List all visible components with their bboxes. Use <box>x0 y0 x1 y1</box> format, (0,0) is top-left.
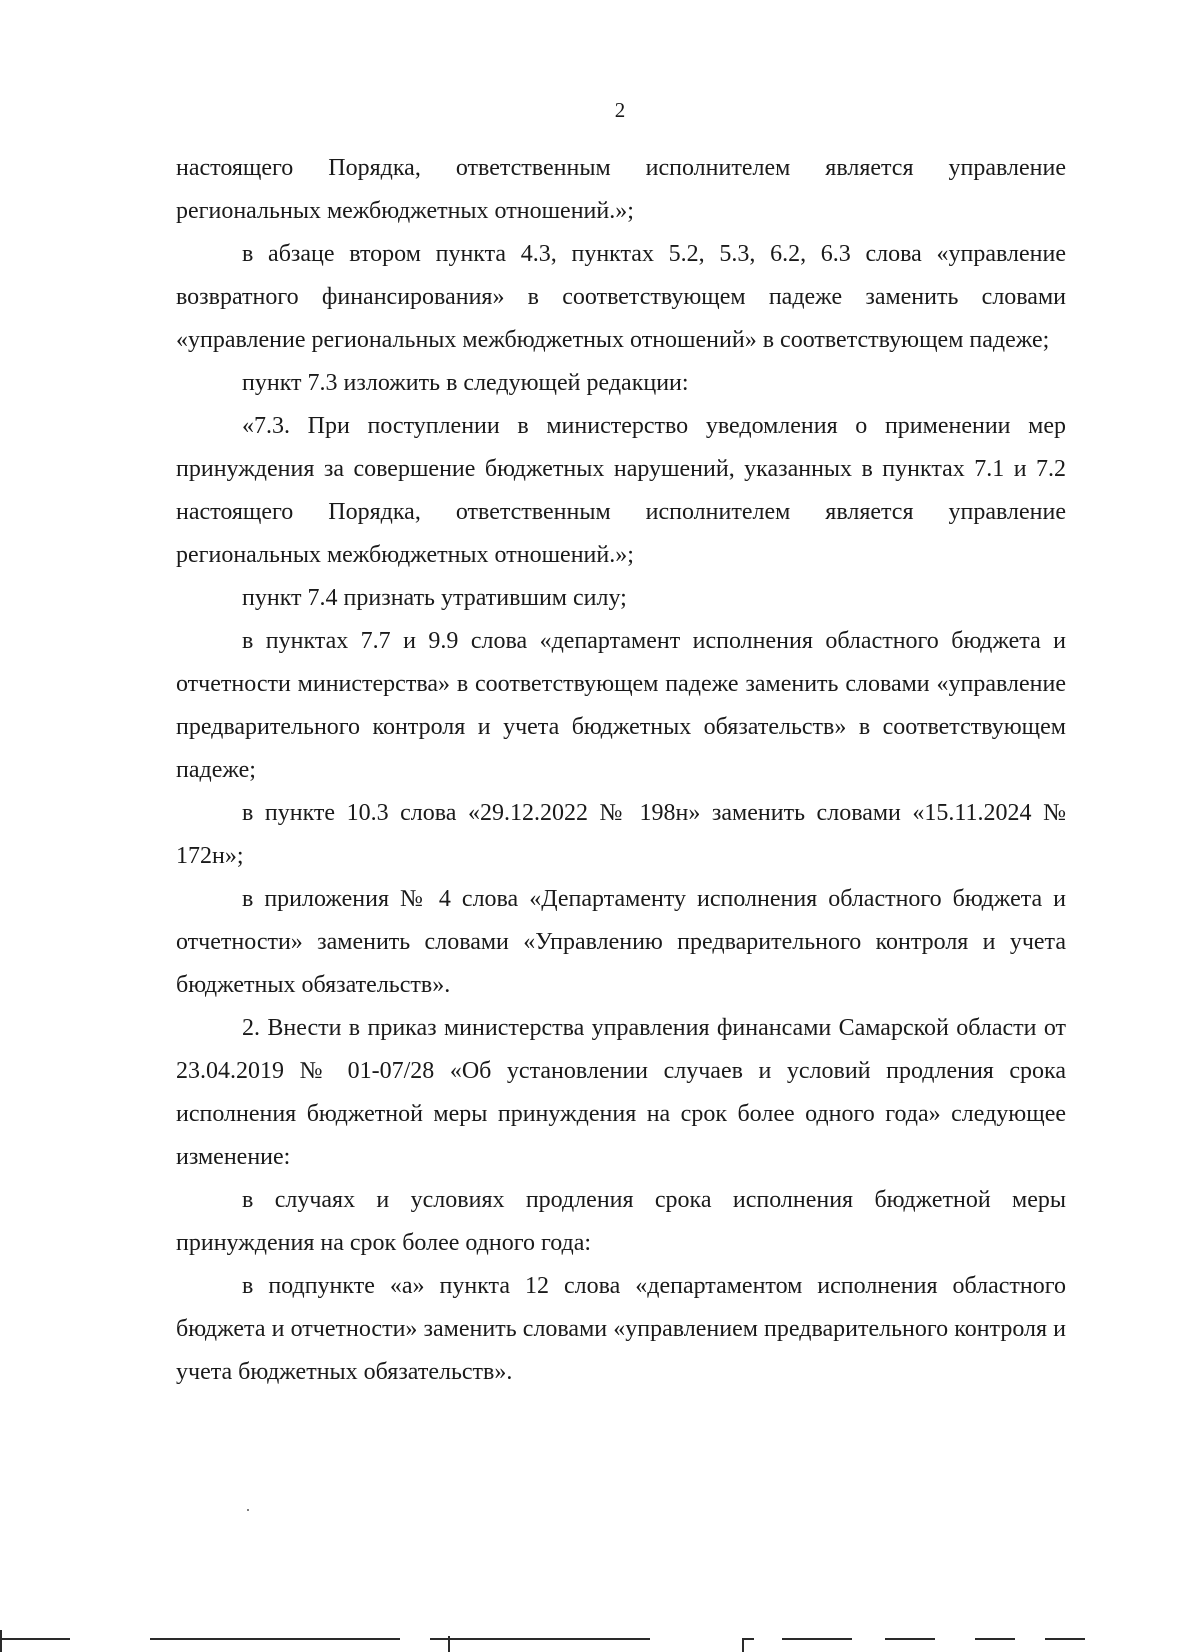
paragraph-item-7-4: пункт 7.4 признать утратившим силу; <box>242 585 627 611</box>
paragraph-section-2: 2. Внести в приказ министерства управления финансами Самарской области от 23.04.2019 № 01-07/28 «Об установлении случаев и условий продления срока исполнения бюджетной меры принуждения на срок более одного года» следующее изменение: <box>176 1015 1066 1170</box>
paragraph-amendment-4-3: в абзаце втором пункта 4.3, пунктах 5.2, 5.3, 6.2, 6.3 слова «управление возвратного финансирования» в соответствующем падеже заменить словами «управление региональных межбюджетных отношений» в соответствующем падеже; <box>176 241 1066 353</box>
scan-edge-line <box>885 1638 935 1640</box>
scan-edge-tick <box>0 1630 2 1652</box>
scan-edge-tick <box>742 1638 744 1652</box>
paragraph-continuation: настоящего Порядка, ответственным исполнителем является управление региональных межбюджетных отношений.»; <box>176 155 1066 224</box>
scan-edge-line <box>975 1638 1015 1640</box>
paragraph-item-7-3-intro: пункт 7.3 изложить в следующей редакции: <box>242 370 689 396</box>
scan-speck <box>247 1509 249 1511</box>
paragraph-appendix-4: в приложения № 4 слова «Департаменту исполнения областного бюджета и отчетности» заменить словами «Управлению предварительного контроля и учета бюджетных обязательств». <box>176 886 1066 998</box>
paragraph-item-7-3-text: «7.3. При поступлении в министерство уведомления о применении мер принуждения за совершение бюджетных нарушений, указанных в пунктах 7.1 и 7.2 настоящего Порядка, ответственным исполнителем является управление региональных межбюджетных отношений.»; <box>176 413 1066 568</box>
scan-edge-line <box>0 1638 70 1640</box>
paragraph-item-10-3: в пункте 10.3 слова «29.12.2022 № 198н» заменить словами «15.11.2024 № 172н»; <box>176 800 1066 869</box>
paragraph-cases-conditions: в случаях и условиях продления срока исполнения бюджетной меры принуждения на срок более одного года: <box>176 1187 1066 1256</box>
scan-edge-line <box>1045 1638 1085 1640</box>
scan-edge-tick <box>448 1636 450 1652</box>
scan-edge-line <box>150 1638 400 1640</box>
scan-edge-line <box>782 1638 852 1640</box>
page-number: 2 <box>614 98 626 122</box>
paragraph-items-7-7-9-9: в пунктах 7.7 и 9.9 слова «департамент исполнения областного бюджета и отчетности министерства» в соответствующем падеже заменить словами «управление предварительного контроля и учета бюджетных обязательств» в соответствующем падеже; <box>176 628 1066 783</box>
scan-edge-line <box>430 1638 650 1640</box>
document-body <box>176 147 1066 1394</box>
paragraph-subitem-a-12: в подпункте «а» пункта 12 слова «департаментом исполнения областного бюджета и отчетности» заменить словами «управлением предварительного контроля и учета бюджетных обязательств». <box>176 1273 1066 1385</box>
